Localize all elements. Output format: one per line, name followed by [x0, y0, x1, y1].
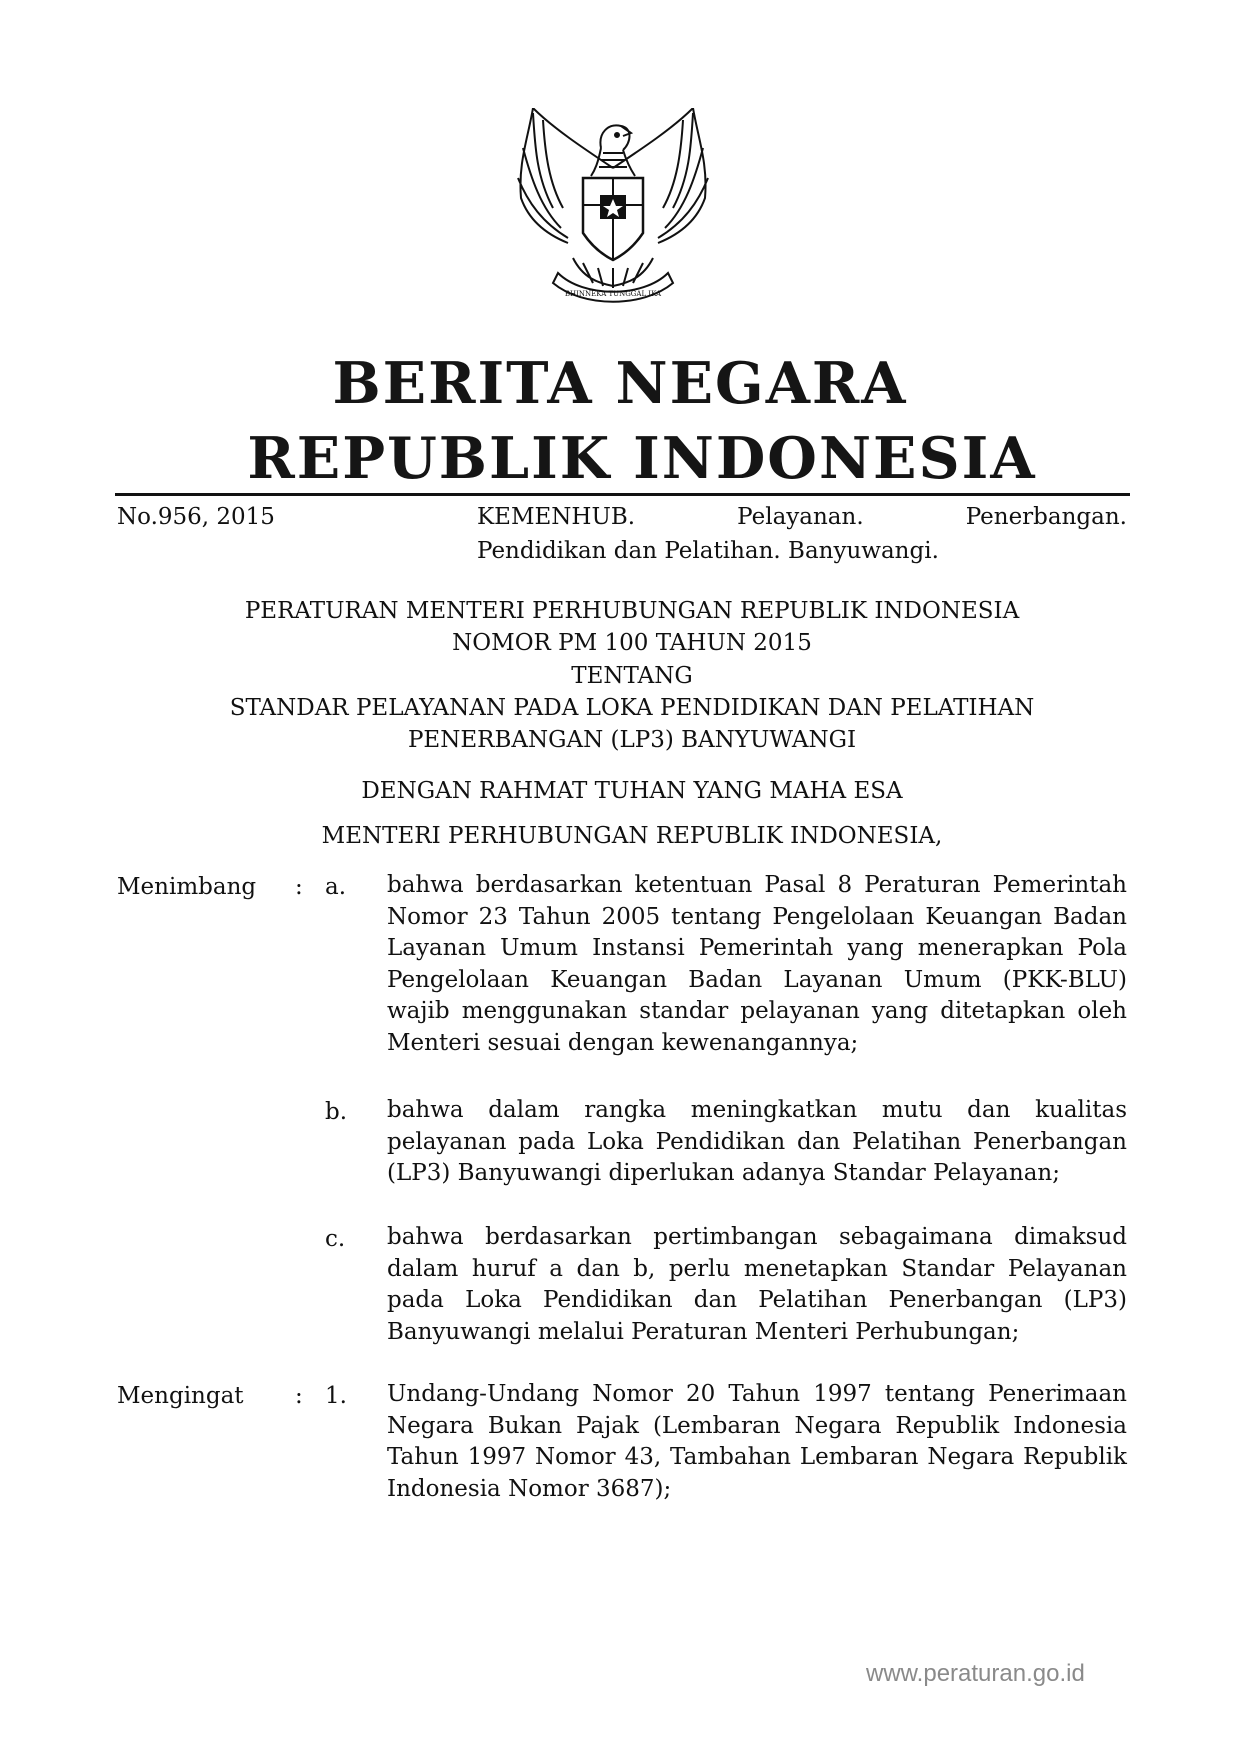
menimbang-item-b: bahwa dalam rangka meningkatkan mutu dan kualitas pelayanan pada Loka Pendidikan dan Pelatihan Penerbangan (LP3) Banyuwangi diperlukan adanya Standar Pelayanan; [387, 1097, 1127, 1187]
item-marker: c. [325, 1226, 346, 1252]
preamble-invocation: DENGAN RAHMAT TUHAN YANG MAHA ESA [361, 778, 903, 804]
garuda-emblem-icon [513, 108, 713, 313]
subject-word: KEMENHUB. [477, 504, 636, 530]
item-marker: b. [325, 1099, 348, 1125]
subject-keywords-line2: Pendidikan dan Pelatihan. Banyuwangi. [477, 538, 939, 564]
regulation-subject-line1: STANDAR PELAYANAN PADA LOKA PENDIDIKAN DAN PELATIHAN [229, 695, 1035, 721]
mengingat-item-1: Undang-Undang Nomor 20 Tahun 1997 tentang Penerimaan Negara Bukan Pajak (Lembaran Negara Republik Indonesia Tahun 1997 Nomor 43, Tambahan Lembaran Negara Republik Indonesia Nomor 3687); [387, 1381, 1127, 1502]
regulation-title: PERATURAN MENTERI PERHUBUNGAN REPUBLIK INDONESIA [244, 598, 1020, 624]
regulation-number: NOMOR PM 100 TAHUN 2015 [452, 630, 812, 656]
menimbang-item-c: bahwa berdasarkan pertimbangan sebagaimana dimaksud dalam huruf a dan b, perlu menetapkan Standar Pelayanan pada Loka Pendidikan dan Pelatihan Penerbangan (LP3) Banyuwangi melalui Peraturan Menteri Perhubungan; [387, 1224, 1127, 1345]
item-marker: a. [325, 874, 347, 900]
menimbang-colon: : [295, 874, 303, 900]
regulation-tentang: TENTANG [571, 663, 693, 689]
subject-word: Pelayanan. [737, 504, 864, 530]
menimbang-item-a: bahwa berdasarkan ketentuan Pasal 8 Peraturan Pemerintah Nomor 23 Tahun 2005 tentang Pengelolaan Keuangan Badan Layanan Umum Instansi Pemerintah yang menerapkan Pola Pengelolaan Keuangan Badan Layanan Umum (PKK-BLU) wajib menggunakan standar pelayanan yang ditetapkan oleh Menteri sesuai dengan kewenangannya; [387, 872, 1127, 1056]
gazette-number: No.956, 2015 [117, 504, 275, 530]
mengingat-label: Mengingat [117, 1383, 244, 1409]
gazette-title-line2: REPUBLIK INDONESIA [247, 425, 1037, 492]
preamble-minister: MENTERI PERHUBUNGAN REPUBLIK INDONESIA, [321, 823, 943, 849]
subject-keywords [477, 504, 1127, 530]
title-divider [115, 493, 1130, 496]
subject-word: Penerbangan. [965, 504, 1127, 530]
menimbang-label: Menimbang [117, 874, 257, 900]
gazette-title-line1: BERITA NEGARA [332, 350, 908, 417]
source-url: www.peraturan.go.id [866, 1660, 1085, 1687]
mengingat-colon: : [295, 1383, 303, 1409]
regulation-subject-line2: PENERBANGAN (LP3) BANYUWANGI [407, 727, 857, 753]
item-marker: 1. [325, 1383, 347, 1409]
emblem-motto: BHINNEKA TUNGGAL IKA [564, 290, 662, 298]
